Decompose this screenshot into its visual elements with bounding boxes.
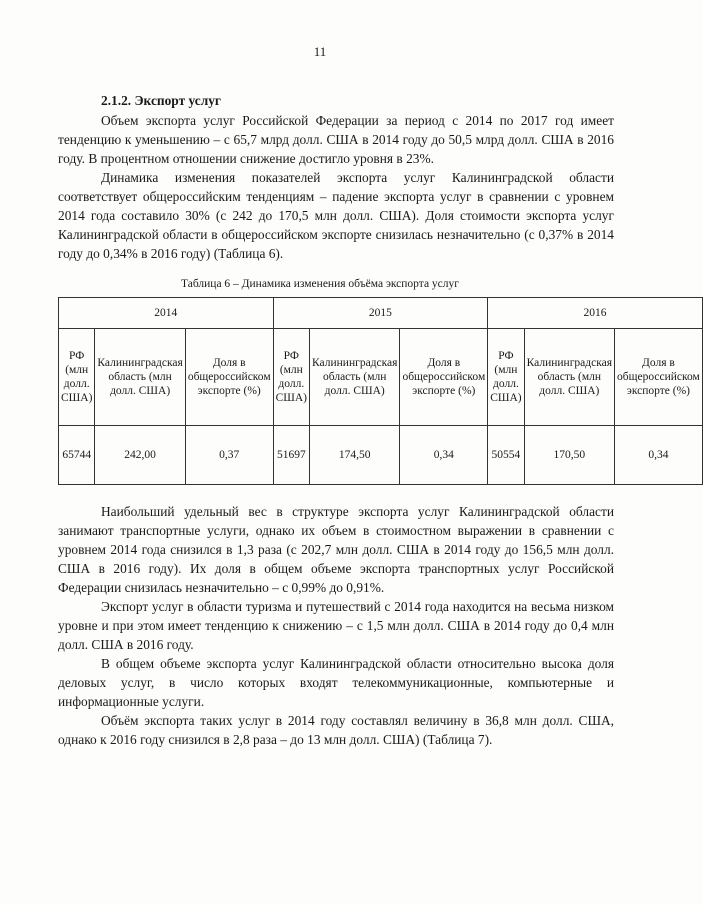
paragraph: В общем объеме экспорта услуг Калининградской области относительно высока доля деловых услуг, в число которых входят телекоммуникационные, компьютерные и информационные услуги. (58, 656, 614, 709)
table-row (59, 426, 703, 485)
column-header: Доля в общероссийском экспорте (%) (400, 329, 488, 426)
paragraph: Наибольший удельный вес в структуре экспорта услуг Калининградской области занимают транспортные услуги, однако их объем в стоимостном выражении в сравнении с уровнем 2014 года снизился в 1,3 раза (с 202,7 млн долл. США в 2014 году до 156,5 млн долл. США в 2016 году). Их доля в общем объеме экспорта транспортных услуг Российской Федерации снизилась незначительно – с 0,99% до 0,91%. (58, 504, 614, 595)
table-caption: Таблица 6 – Динамика изменения объёма экспорта услуг (180, 278, 459, 290)
paragraph: Объем экспорта услуг Российской Федерации за период с 2014 по 2017 год имеет тенденцию к уменьшению – с 65,7 млрд долл. США в 2014 году до 50,5 млрд долл. США в 2016 году. В процентном отношении снижение достигло уровня в 23%. (58, 113, 614, 166)
table-header-row (59, 329, 703, 426)
table-cell: 65744 (59, 426, 95, 485)
year-header: 2016 (488, 298, 703, 329)
table-year-row (59, 298, 703, 329)
column-header: РФ (млн долл. США) (59, 329, 95, 426)
table-cell: 170,50 (524, 426, 614, 485)
column-header: Калининградская область (млн долл. США) (95, 329, 185, 426)
page-number: 11 (313, 44, 327, 59)
paragraph: Динамика изменения показателей экспорта услуг Калининградской области соответствует общероссийским тенденциям – падение экспорта услуг в сравнении с уровнем 2014 года составило 30% (с 242 до 170,5 млн долл. США). Доля стоимости экспорта услуг Калининградской области в общероссийском экспорте снизилась незначительно (с 0,37% в 2014 году до 0,34% в 2016 году) (Таблица 6). (58, 170, 614, 261)
column-header: РФ (млн долл. США) (488, 329, 524, 426)
table-cell: 0,34 (615, 426, 703, 485)
table-cell: 0,37 (185, 426, 273, 485)
paragraph: Объём экспорта таких услуг в 2014 году составлял величину в 36,8 млн долл. США, однако к 2016 году снизился в 2,8 раза – до 13 млн долл. США) (Таблица 7). (58, 713, 614, 747)
table-cell: 0,34 (400, 426, 488, 485)
column-header: Доля в общероссийском экспорте (%) (185, 329, 273, 426)
section-heading: 2.1.2. Экспорт услуг (101, 93, 222, 108)
paragraph: Экспорт услуг в области туризма и путешествий с 2014 года находится на весьма низком уровне и при этом имеет тенденцию к снижению – с 1,5 млн долл. США в 2014 году до 0,4 млн долл. США в 2016 году. (58, 599, 614, 652)
column-header: Калининградская область (млн долл. США) (310, 329, 400, 426)
table-cell: 242,00 (95, 426, 185, 485)
column-header: РФ (млн долл. США) (273, 329, 309, 426)
table-cell: 174,50 (310, 426, 400, 485)
year-header: 2014 (59, 298, 274, 329)
body-text (58, 502, 614, 749)
year-header: 2015 (273, 298, 488, 329)
table-cell: 50554 (488, 426, 524, 485)
intro-text (58, 111, 614, 263)
export-table (58, 297, 703, 485)
table-cell: 51697 (273, 426, 309, 485)
column-header: Доля в общероссийском экспорте (%) (615, 329, 703, 426)
column-header: Калининградская область (млн долл. США) (524, 329, 614, 426)
